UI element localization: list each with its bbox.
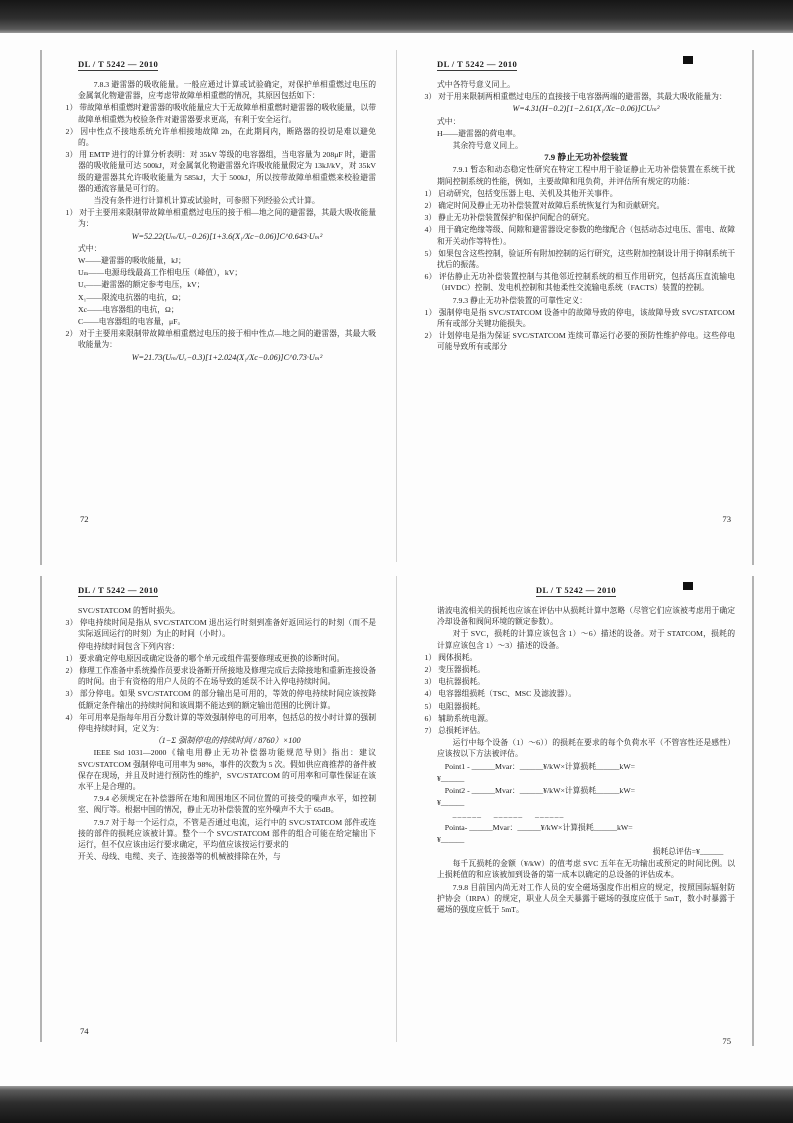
page-body <box>399 76 753 508</box>
text-block: （1−Σ 强制停电的持续时间 / 8760）×100 <box>153 736 301 746</box>
text-block: 1） 要求确定停电原因或确定设备的哪个单元或组件需要修理或更换的诊断时间。 <box>65 653 345 663</box>
text-block: 损耗总评估=¥______ <box>652 847 724 857</box>
text-block: 7.9.4 必须规定在补偿器所在地和周围地区不同位置的可接受的噪声水平，如控制室、阀厅等。根据中国的情况，静止无功补偿装置的室外噪声不大于 65dB。 <box>78 794 376 815</box>
text-block: 7） 总损耗评估。 <box>424 726 485 736</box>
text-block: Uₘ——电源母线最高工作相电压（峰值），kV； <box>78 268 243 278</box>
index-tab-mark <box>683 56 693 64</box>
text-block: Uₓ——避雷器的额定参考电压，kV； <box>78 280 205 290</box>
text-block: 2） 变压器损耗。 <box>424 665 485 675</box>
text-block: ¥______ <box>437 798 465 808</box>
text-block: 3） 停电持续时间是指从 SVC/STATCOM 退出运行时刻到准备好返回运行的时刻（而不是实际返回运行的时刻）为止的时间（小时）。 <box>65 618 376 639</box>
text-block: 2） 因中性点不接地系统允许单相接地故障 2h，在此期间内，断路器的投切是难以避免的。 <box>65 126 376 148</box>
page-body <box>399 602 753 1030</box>
text-block: 其余符号意义同上。 <box>452 141 523 151</box>
text-block: 5） 电阻器损耗。 <box>424 701 485 711</box>
page-number: 72 <box>80 514 89 524</box>
text-block: 6） 辅助系统电源。 <box>424 713 493 723</box>
text-block: 6） 评估静止无功补偿装置控制与其他邻近控制系统的相互作用研究，包括高压直流输电（HVDC）控制、发电机控制和其他柔性交流输电系统（FACTS）装置的控制。 <box>424 272 735 293</box>
text-block: 3） 静止无功补偿装置保护和保护间配合的研究。 <box>424 213 595 223</box>
text-block: 式中： <box>78 243 102 253</box>
text-block: Pointa- ______Mvar：______¥/kW×计算损耗______kW= <box>444 822 633 832</box>
page-number: 75 <box>722 1036 731 1046</box>
index-tab-mark <box>683 582 693 590</box>
page-gutter-line <box>396 50 397 562</box>
text-block: 1） 阀体损耗。 <box>424 652 478 662</box>
text-block: Point1 - ______Mvar：______¥/kW×计算损耗______kW= <box>444 761 636 771</box>
text-block: X₁——限流电抗器的电抗，Ω； <box>78 292 186 302</box>
page-74 <box>40 572 394 1036</box>
text-block: 3） 对于用来限制两相重燃过电压的直接接于电容器两端的避雷器，其最大吸收能量为： <box>424 92 727 102</box>
text-block: 1） 启动研究，包括变压器上电、关机及其他开关事件。 <box>424 188 618 198</box>
text-block: 7.9.1 暂态和动态稳定性研究在特定工程中用于验证静止无功补偿装置在系统干扰期间控制系统的性能，例如，主要故障和甩负荷，并评估所有规定的功能： <box>437 165 735 186</box>
text-block: 谐波电流相关的损耗也应该在评估中从损耗计算中忽略（尽管它们应该被考虑用于确定冷却设备和阀间环境的额定参数）。 <box>437 606 735 627</box>
page-number: 73 <box>722 514 731 524</box>
scan-artifact-top <box>0 0 793 33</box>
text-block: W=52.22(Uₘ/Uₓ−0.26)[1+3.6(X₁/Xc−0.06)]C^0.643·Uₘ² <box>131 231 323 241</box>
text-block: 1） 强制停电是指 SVC/STATCOM 设备中的故障导致的停电，该故障导致 SVC/STATCOM 所有或部分关键功能损失。 <box>424 307 735 329</box>
text-block: Point2 - ______Mvar：______¥/kW×计算损耗______kW= <box>444 786 636 796</box>
text-block: 开关、母线、电缆、夹子、连接器等的机械被排除在外，与 <box>78 852 281 862</box>
text-block: C——电容器组的电容量，μF。 <box>78 317 186 327</box>
running-header <box>40 46 394 76</box>
text-block: 4） 电容器组损耗（TSC、MSC 及滤波器）。 <box>424 689 577 699</box>
scan-artifact-bottom <box>0 1086 793 1123</box>
text-block: 停电持续时间包含下列内容： <box>78 641 180 651</box>
header-text: DL / T 5242 — 2010 <box>78 585 159 595</box>
text-block: 每千瓦损耗的金额（¥/kW）的值考虑 SVC 五年在无功输出或预定的时间比例。以上损耗值的和应该被加到设备的第一成本以确定的总设备的评估成本。 <box>437 859 735 880</box>
text-block: 5） 如果包含这些控制，验证所有附加控制的运行研究，这些附加控制设计用于抑制系统干扰后的振荡。 <box>424 248 735 270</box>
text-block: 2） 对于主要用来限制带故障单相重燃过电压的接于相中性点—地之间的避雷器，其最大吸收能量为： <box>65 329 376 350</box>
page-number: 74 <box>80 1026 89 1036</box>
text-block: IEEE Std 1031—2000《输电用静止无功补偿器功能规范导则》指出：建议 SVC/STATCOM 强制停电可用率为 98%，事件的次数为 5 次。假如供应商推荐的备件被保存在现场，并且及时进行预防性的维护，SVC/STATCOM 的可用率和可靠性保证在该水平上是合理的。 <box>78 748 376 792</box>
text-block: 当没有条件进行计算机计算或试验时，可参照下列经验公式计算。 <box>93 196 320 206</box>
text-block: 式中： <box>437 116 461 126</box>
text-block: H——避雷器的荷电率。 <box>437 128 521 138</box>
text-block: 式中各符号意义同上。 <box>437 80 515 89</box>
text-block: 运行中每个设备（1）～6））的损耗在要求的每个负荷水平（不管容性还是感性）应该按以下方法被评估。 <box>437 738 735 759</box>
text-block: 3） 部分停电。如果 SVC/STATCOM 的部分输出是可用的，等效的停电持续时间应该按降低额定条件输出的持续时间和该周期不能达到的额定输出范围的比例计算。 <box>65 689 376 710</box>
header-text: DL / T 5242 — 2010 <box>535 585 617 595</box>
text-block: 7.8.3 避雷器的吸收能量。一般应通过计算或试验确定，对保护单相重燃过电压的金属氧化物避雷器，应考虑带故障单相重燃的情况，其原因包括如下： <box>78 80 376 101</box>
running-header <box>40 572 394 602</box>
page-gutter-line <box>396 576 397 1042</box>
running-header <box>399 572 753 602</box>
text-block: SVC/STATCOM 的暂时损失。 <box>78 606 180 615</box>
text-block: Xc——电容器组的电抗，Ω； <box>78 304 179 314</box>
text-block: 2） 计划停电是指为保证 SVC/STATCOM 连续可靠运行必要的预防性维护停电。这些停电可能导致所有或部分 <box>424 331 735 352</box>
page-body <box>40 76 394 508</box>
header-text: DL / T 5242 — 2010 <box>78 59 159 69</box>
text-block: 4） 年可用率是指每年用百分数计算的等效强制停电的可用率，包括总的按小时计算的强制停电持续时间，定义为： <box>65 712 376 734</box>
text-block: ______ ______ ______ <box>452 810 565 820</box>
text-block: W——避雷器的吸收能量，kJ； <box>78 256 186 266</box>
text-block: 4） 用于确定绝缘等级、间隙和避雷器设定参数的绝缘配合（包括动态过电压、雷电、故障和开关动作等特性）。 <box>424 225 735 246</box>
text-block: 3） 用 EMTP 进行的计算分析表明：对 35kV 等级的电容器组，当电容量为 208μF 时，避雷器的吸收能量可达 500kJ，对金属氧化物避雷器允许吸收能量假定为 13kJ/kV，对 35kV 级的避雷器其允许吸收能量为 585kJ，大于 500kJ，所以按带故障单相重燃来校验避雷器的通流容量是可行的。 <box>65 150 376 193</box>
text-block: ¥______ <box>437 834 465 844</box>
text-block: 1） 带故障单相重燃时避雷器的吸收能量应大于无故障单相重燃时避雷器的吸收能量，以带故障单相重燃为校验条件对避雷器要求更高，有利于安全运行。 <box>65 103 376 124</box>
text-block: 1） 对于主要用来限制带故障单相重燃过电压的接于相—地之间的避雷器，其最大吸收能量为： <box>65 208 376 229</box>
text-block: 7.9.3 静止无功补偿装置的可靠性定义： <box>452 295 588 305</box>
page-72 <box>40 46 394 524</box>
text-block: 2） 确定时间及静止无功补偿装置对故障后系统恢复行为和贡献研究。 <box>424 201 665 211</box>
text-block: W=21.73(Uₘ/Uₓ−0.3)[1+2.024(X₁/Xc−0.06)]C^0.73·Uₘ² <box>131 352 323 362</box>
text-block: 7.9.8 目前国内尚无对工作人员的安全磁场强度作出相应的规定，按照国际辐射防护协会（IRPA）的规定，职业人员全天暴露于磁场的强度应低于 5mT，数小时暴露于磁场的强度应低于 5mT。 <box>437 882 735 915</box>
page-body <box>40 602 394 1020</box>
header-text: DL / T 5242 — 2010 <box>437 59 518 69</box>
text-block: 对于 SVC，损耗的计算应该包含 1）～6）描述的设备。对于 STATCOM，损耗的计算应该包含 1）～3）描述的设备。 <box>437 629 735 650</box>
text-block: 7.9.7 对于每一个运行点，不管是否通过电流，运行中的 SVC/STATCOM 部件或连接的部件的损耗应该被计算。整个一个 SVC/STATCOM 部件的组合可能在给定输出下运行，但不仅应该由运行要求确定，平均值应该按运行要求的 <box>78 817 376 850</box>
text-block: 7.9 静止无功补偿装置 <box>544 152 628 163</box>
page-75 <box>399 572 753 1046</box>
text-block: ¥______ <box>437 773 465 783</box>
text-block: 3） 电抗器损耗。 <box>424 677 485 687</box>
page-73 <box>399 46 753 524</box>
text-block: 2） 修理工作准备中系统操作员要求设备断开所接地及修理完成后去除接地和重新连接设备的时间。由于有资格的用户人员的不在场导致的延误不计入停电持续时间。 <box>65 666 376 687</box>
text-block: W=4.31(H−0.2)[1−2.61(X₁/Xc−0.06)]CUₘ² <box>512 104 660 114</box>
running-header <box>399 46 753 76</box>
